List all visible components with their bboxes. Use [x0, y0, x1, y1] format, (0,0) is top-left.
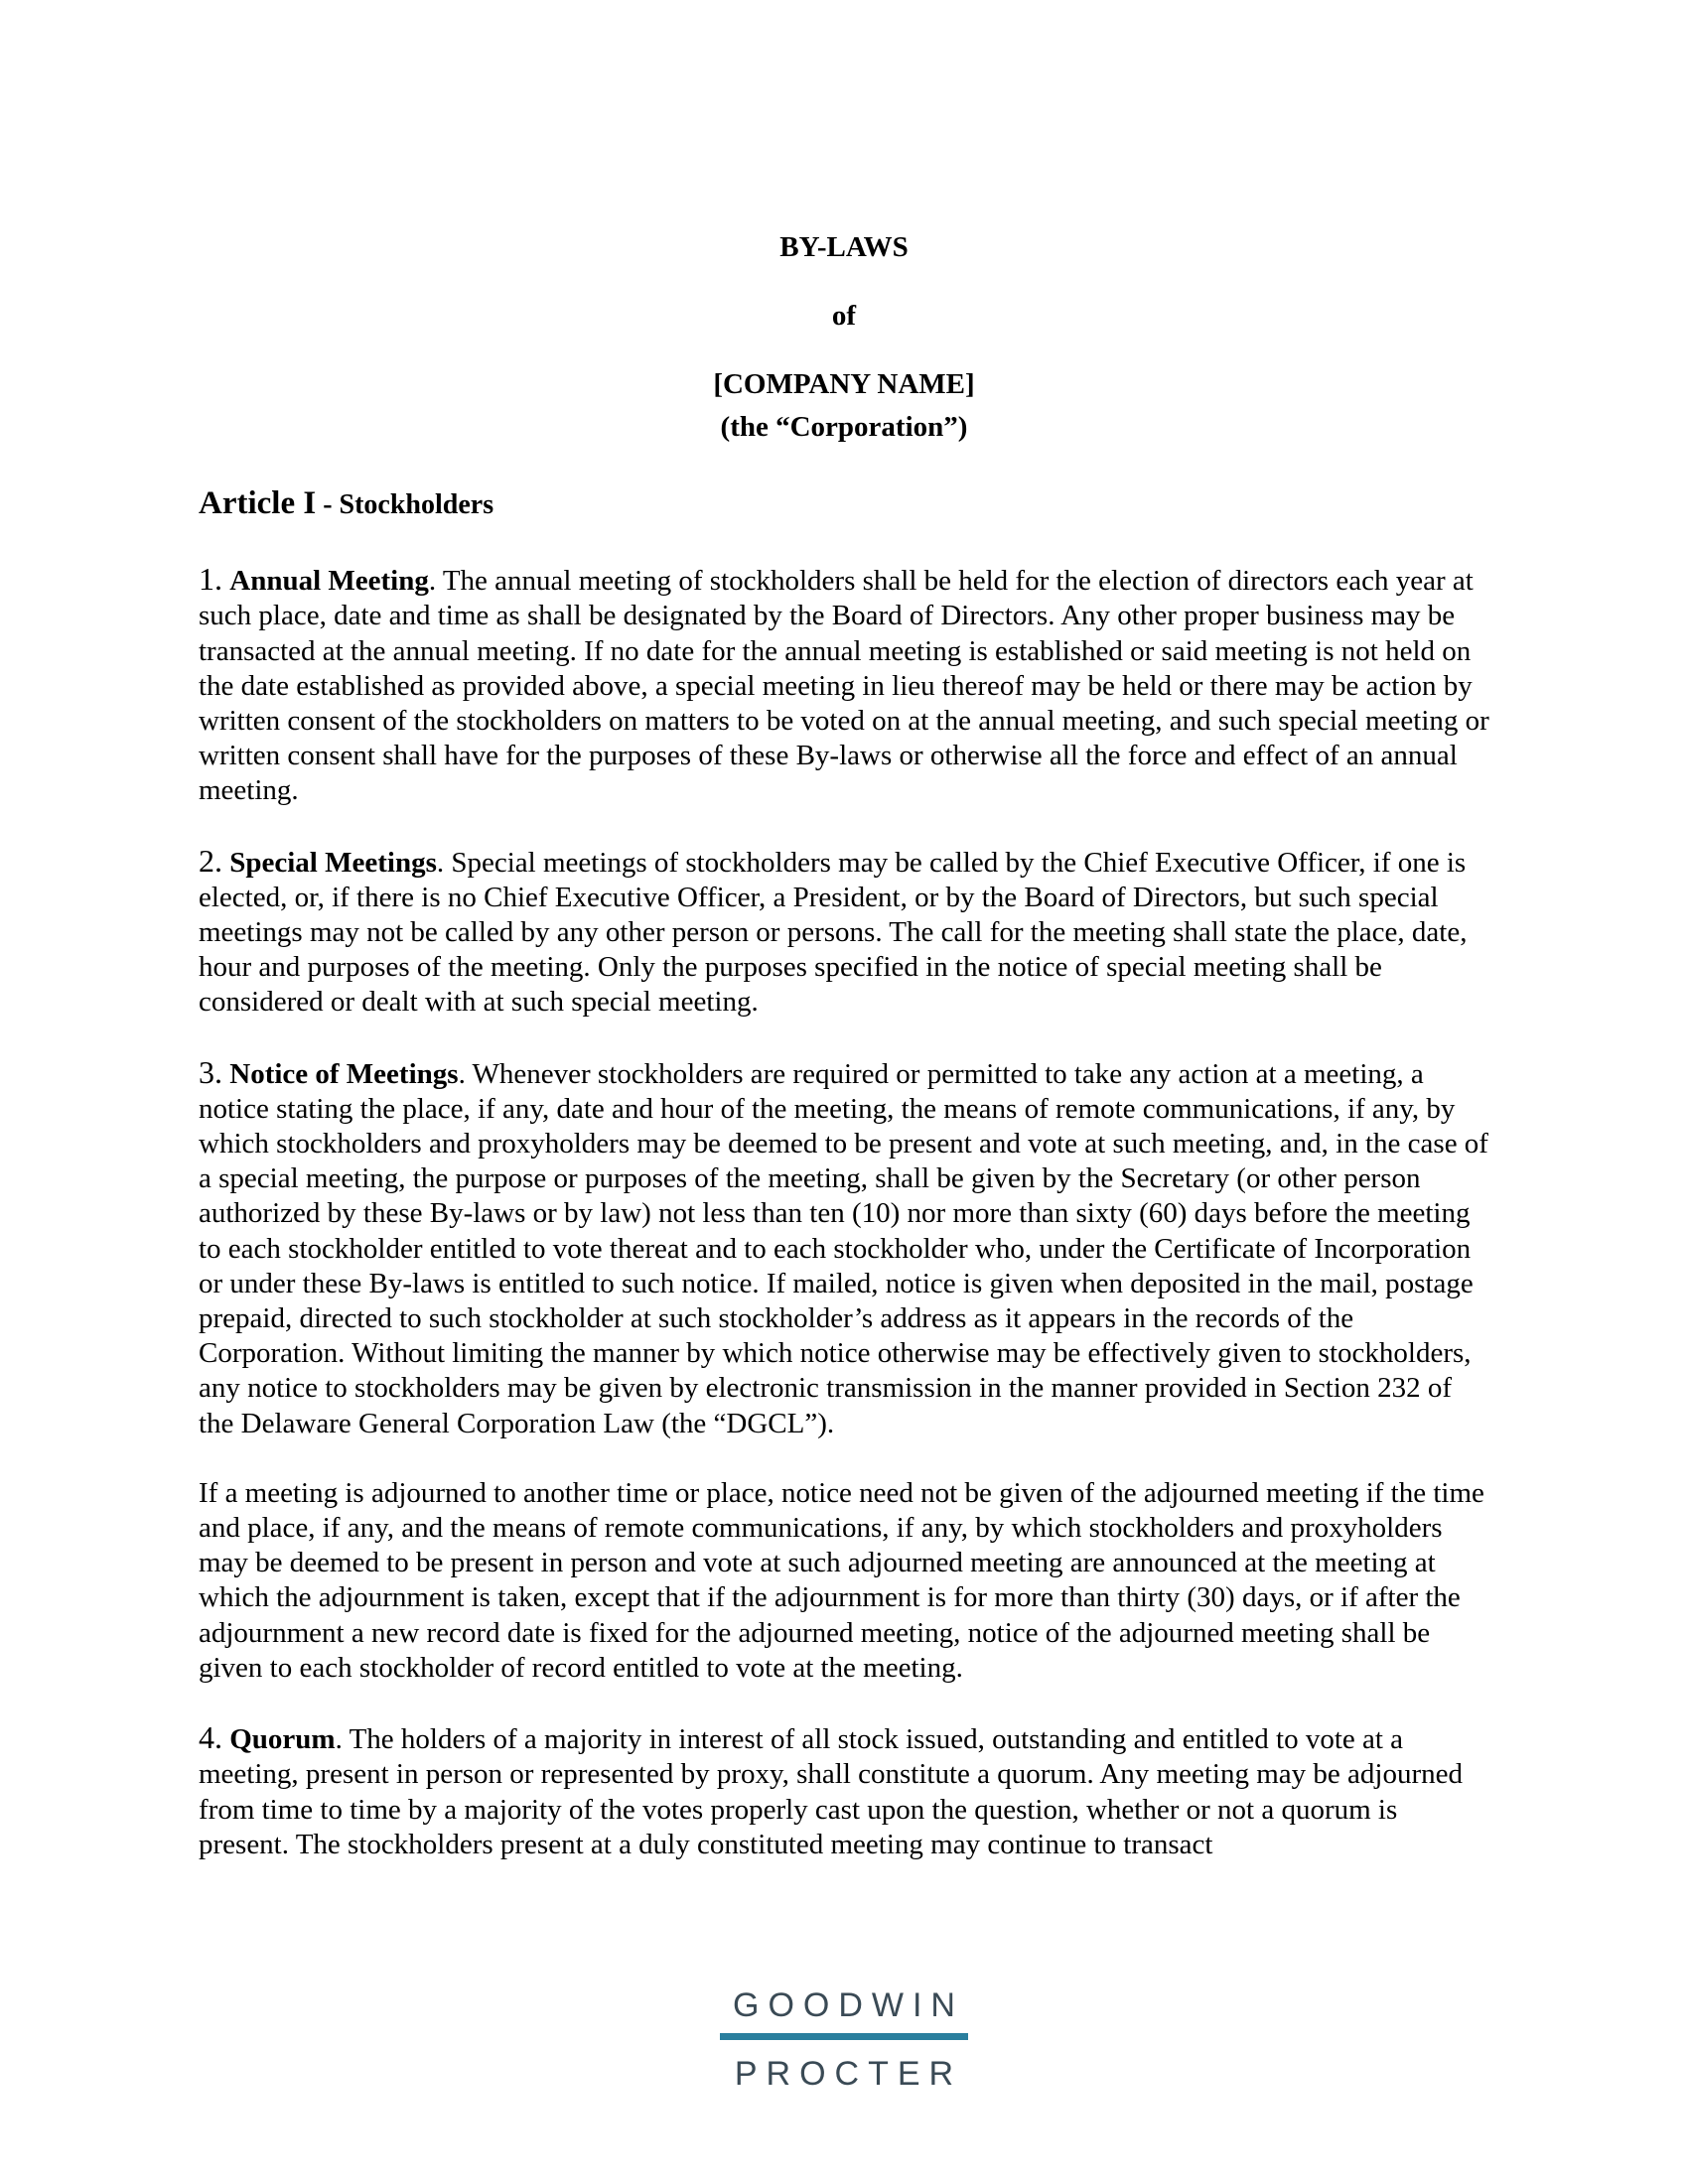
section-body: . Special meetings of stockholders may be called by the Chief Executive Officer, if one is elected, or, if there is no Chief Executive Officer, a President, or by the Board of Directors, but such special meetings may not be called by any other person or persons. The call for the meeting shall state the place, date, hour and purposes of the meeting. Only the purposes specified in the notice of special meeting shall be considered or dealt with at such special meeting. [199, 846, 1468, 1019]
title-of: of [831, 300, 857, 332]
section-heading: Special Meetings [229, 846, 437, 879]
section-number: 4. [199, 1719, 222, 1756]
document-body [199, 486, 1489, 1897]
section-annual-meeting [199, 562, 1489, 808]
section-number: 2. [199, 842, 222, 879]
logo-top-word: GOODWIN [733, 1986, 964, 2024]
section-special-meetings [199, 844, 1489, 1021]
section-number: 1. [199, 561, 222, 598]
logo-divider-bar [720, 2033, 968, 2040]
goodwin-procter-logo [0, 1985, 1688, 2094]
article-label: Article I [199, 485, 317, 521]
logo-bottom-word: PROCTER [734, 2055, 963, 2093]
section-body: . Whenever stockholders are required or permitted to take any action at a meeting, a notice stating the place, if any, date and hour of the meeting, the means of remote communications, if any, by which stockholders and proxyholders may be deemed to be present and vote at such meeting, and, in the case of a special meeting, the purpose or purposes of the meeting, shall be given by the Secretary (or other person authorized by these By-laws or by law) not less than ten (10) nor more than sixty (60) days before the meeting to each stockholder entitled to vote thereat and to each stockholder who, under the Certificate of Incorporation or under these By-laws is entitled to such notice. If mailed, notice is given when deposited in the mail, postage prepaid, directed to such stockholder at such stockholder’s address as it appears in the records of the Corporation. Without limiting the manner by which notice otherwise may be effectively given to stockholders, any notice to stockholders may be given by electronic transmission in the manner provided in Section 232 of the Delaware General Corporation Law (the “DGCL”). [199, 1057, 1488, 1439]
section-heading: Notice of Meetings [229, 1057, 459, 1090]
article-heading [199, 486, 1489, 522]
section-body: . The holders of a majority in interest of all stock issued, outstanding and entitled to vote at a meeting, present in person or represented by proxy, shall constitute a quorum. Any meeting may be adjourned from time to time by a majority of the votes properly cast upon the question, whether or not a quorum is present. The stockholders present at a duly constituted meeting may continue to transact [199, 1723, 1463, 1860]
section-notice-of-meetings [199, 1055, 1489, 1441]
section-number: 3. [199, 1053, 222, 1090]
article-subtitle: Stockholders [339, 489, 494, 520]
section-heading: Annual Meeting [229, 565, 429, 598]
section-body: . The annual meeting of stockholders shall be held for the election of directors each year at such place, date and time as shall be designated by the Board of Directors. Any other proper business may be transacted at the annual meeting. If no date for the annual meeting is established or said meeting is not held on the date established as provided above, a special meeting in lieu thereof may be held or there may be action by written consent of the stockholders on matters to be voted on at the annual meeting, and such special meeting or written consent shall have for the purposes of these By-laws or otherwise all the force and effect of an annual meeting. [199, 565, 1489, 807]
section-adjourned-meeting-notice [199, 1476, 1489, 1686]
section-body: If a meeting is adjourned to another time or place, notice need not be given of the adjourned meeting if the time and place, if any, and the means of remote communications, if any, by which stockholders and proxyholders may be deemed to be present in person and vote at such adjourned meeting are announced at the meeting at which the adjournment is taken, except that if the adjournment is for more than thirty (30) days, or if after the adjournment a new record date is fixed for the adjourned meeting, notice of the adjourned meeting shall be given to each stockholder of record entitled to vote at the meeting. [199, 1476, 1484, 1684]
article-separator: - [316, 489, 340, 520]
corporation-definition: (the “Corporation”) [720, 411, 968, 443]
company-name: [COMPANY NAME] [713, 368, 975, 400]
section-quorum [199, 1720, 1489, 1862]
document-title: BY-LAWS [779, 231, 909, 263]
section-heading: Quorum [229, 1723, 336, 1756]
